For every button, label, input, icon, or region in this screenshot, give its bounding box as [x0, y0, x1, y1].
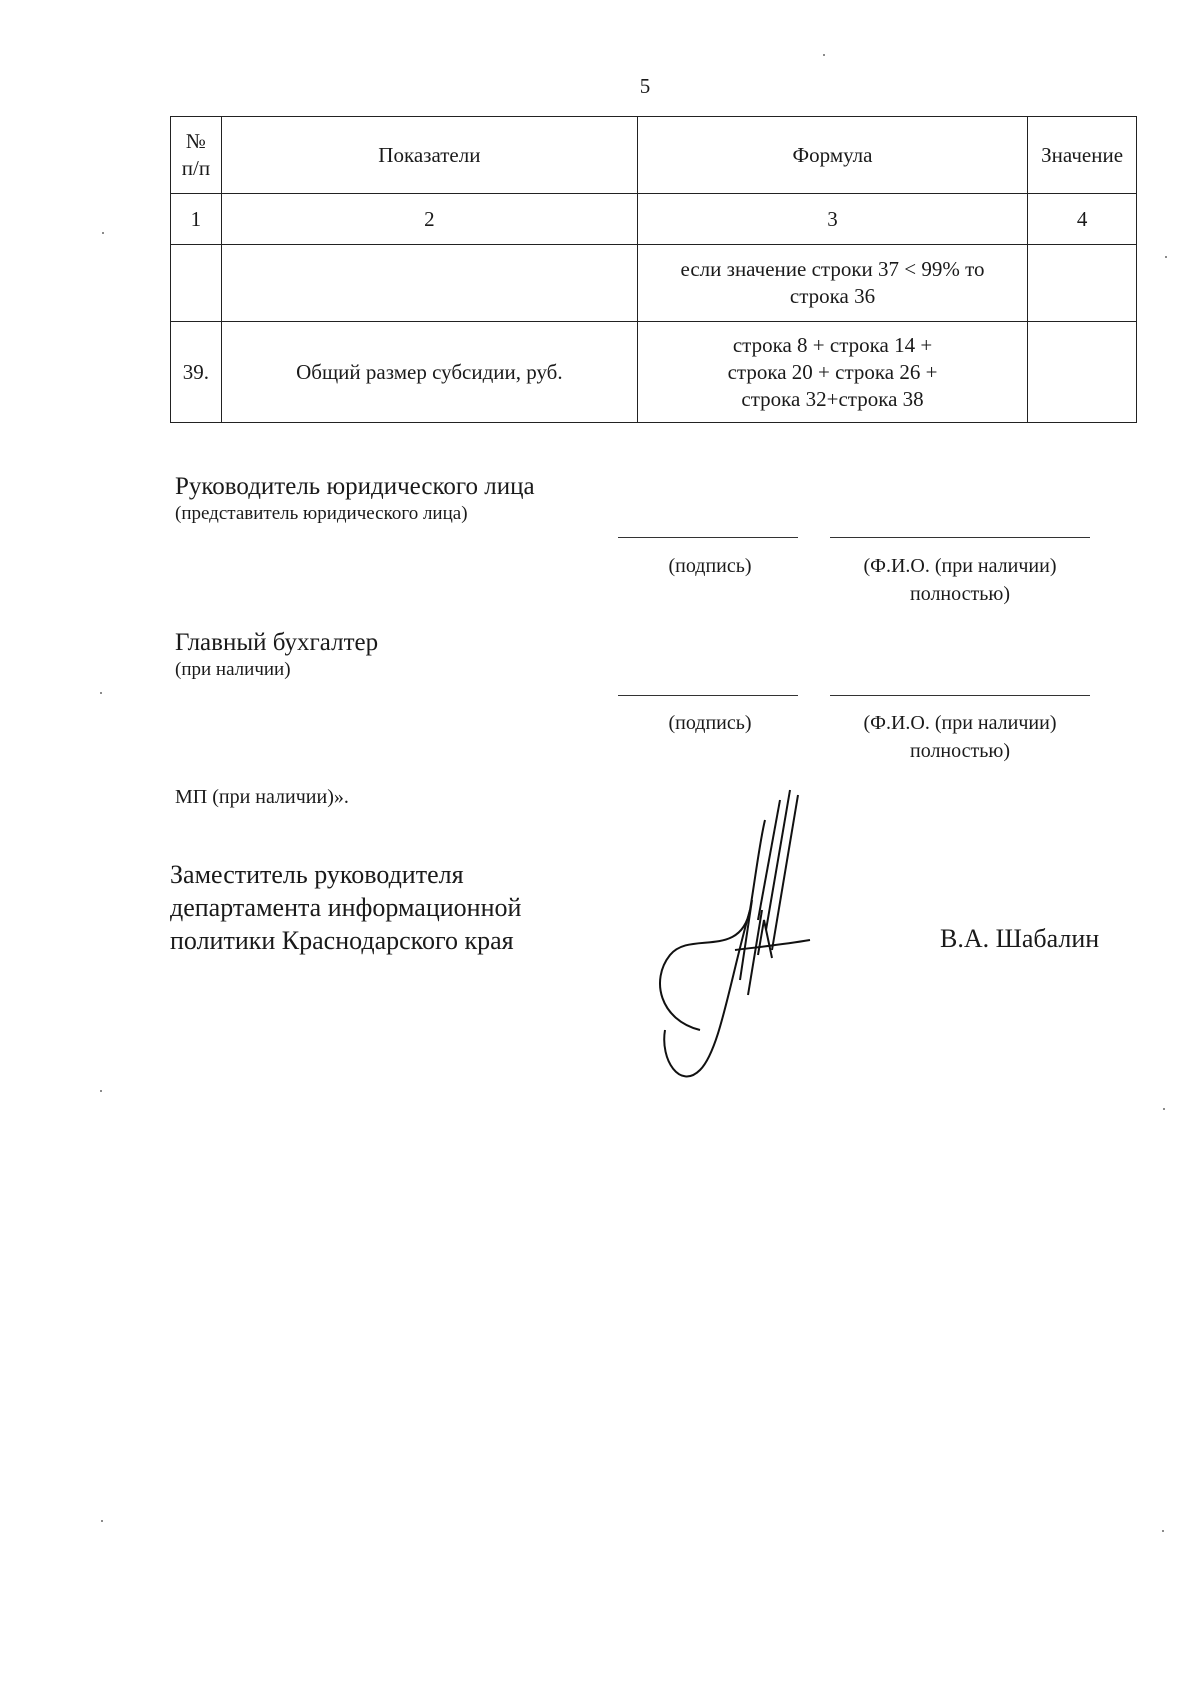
header-number-line2: п/п: [181, 156, 211, 180]
table-column-numbers-row: [171, 194, 1137, 245]
scan-speck: [1162, 1530, 1164, 1532]
scan-speck: [100, 1090, 102, 1092]
column-number-4: 4: [1028, 194, 1137, 245]
column-number-2: 2: [221, 194, 637, 245]
cell-formula: [637, 245, 1027, 322]
column-number-3: 3: [637, 194, 1027, 245]
accountant-name-line: [830, 695, 1090, 696]
handwritten-signature: [640, 780, 840, 1080]
head-name-caption: [820, 552, 1100, 608]
accountant-signature-line: [618, 695, 798, 696]
header-number: [171, 117, 222, 194]
table-row: [171, 322, 1137, 423]
scan-speck: [102, 232, 104, 234]
deputy-name: В.А. Шабалин: [940, 924, 1100, 953]
head-name-caption-line1: (Ф.И.О. (при наличии): [863, 555, 1057, 577]
accountant-signature-block: [175, 628, 378, 682]
head-note: (представитель юридического лица): [175, 503, 468, 524]
cell-formula: [637, 322, 1027, 423]
cell-value: [1028, 322, 1137, 423]
accountant-name-caption-line1: (Ф.И.О. (при наличии): [863, 712, 1057, 734]
deputy-position: [170, 858, 521, 957]
head-signature-block: [175, 472, 535, 526]
accountant-signature-caption: (подпись): [668, 712, 752, 734]
stamp-note: МП (при наличии)».: [175, 786, 349, 808]
accountant-name-caption: [820, 709, 1100, 765]
head-name-caption-line2: полностью): [910, 583, 1010, 605]
scan-speck: [1165, 256, 1167, 258]
deputy-line3: политики Краснодарского края: [170, 926, 514, 955]
scan-speck: [1163, 1108, 1165, 1110]
deputy-line1: Заместитель руководителя: [170, 860, 464, 889]
indicators-table: [170, 116, 1137, 423]
accountant-title: Главный бухгалтер: [175, 629, 379, 656]
table-header-row: [171, 117, 1137, 194]
table-row: [171, 245, 1137, 322]
deputy-line2: департамента информационной: [170, 893, 522, 922]
head-title: Руководитель юридического лица: [175, 473, 535, 500]
cell-indicator: [221, 245, 637, 322]
scan-speck: [823, 54, 825, 56]
header-value: Значение: [1028, 117, 1137, 194]
header-formula: Формула: [637, 117, 1027, 194]
scan-speck: [100, 692, 102, 694]
cell-number: [171, 245, 222, 322]
header-indicators: Показатели: [221, 117, 637, 194]
cell-number: 39.: [171, 322, 222, 423]
accountant-name-caption-line2: полностью): [910, 740, 1010, 762]
head-signature-line: [618, 537, 798, 538]
header-number-line1: №: [185, 129, 206, 153]
scan-speck: [101, 1520, 103, 1522]
head-name-line: [830, 537, 1090, 538]
formula-line: строка 32+строка 38: [741, 386, 924, 411]
cell-indicator: Общий размер субсидии, руб.: [221, 322, 637, 423]
accountant-note: (при наличии): [175, 659, 291, 680]
formula-line: строка 8 + строка 14 +: [732, 332, 933, 357]
page-number: 5: [639, 74, 651, 98]
formula-line: если значение строки 37 < 99% то: [680, 257, 985, 281]
formula-line: строка 20 + строка 26 +: [727, 359, 938, 384]
formula-line: строка 36: [789, 284, 876, 308]
head-signature-caption: (подпись): [668, 555, 752, 577]
column-number-1: 1: [171, 194, 222, 245]
cell-value: [1028, 245, 1137, 322]
